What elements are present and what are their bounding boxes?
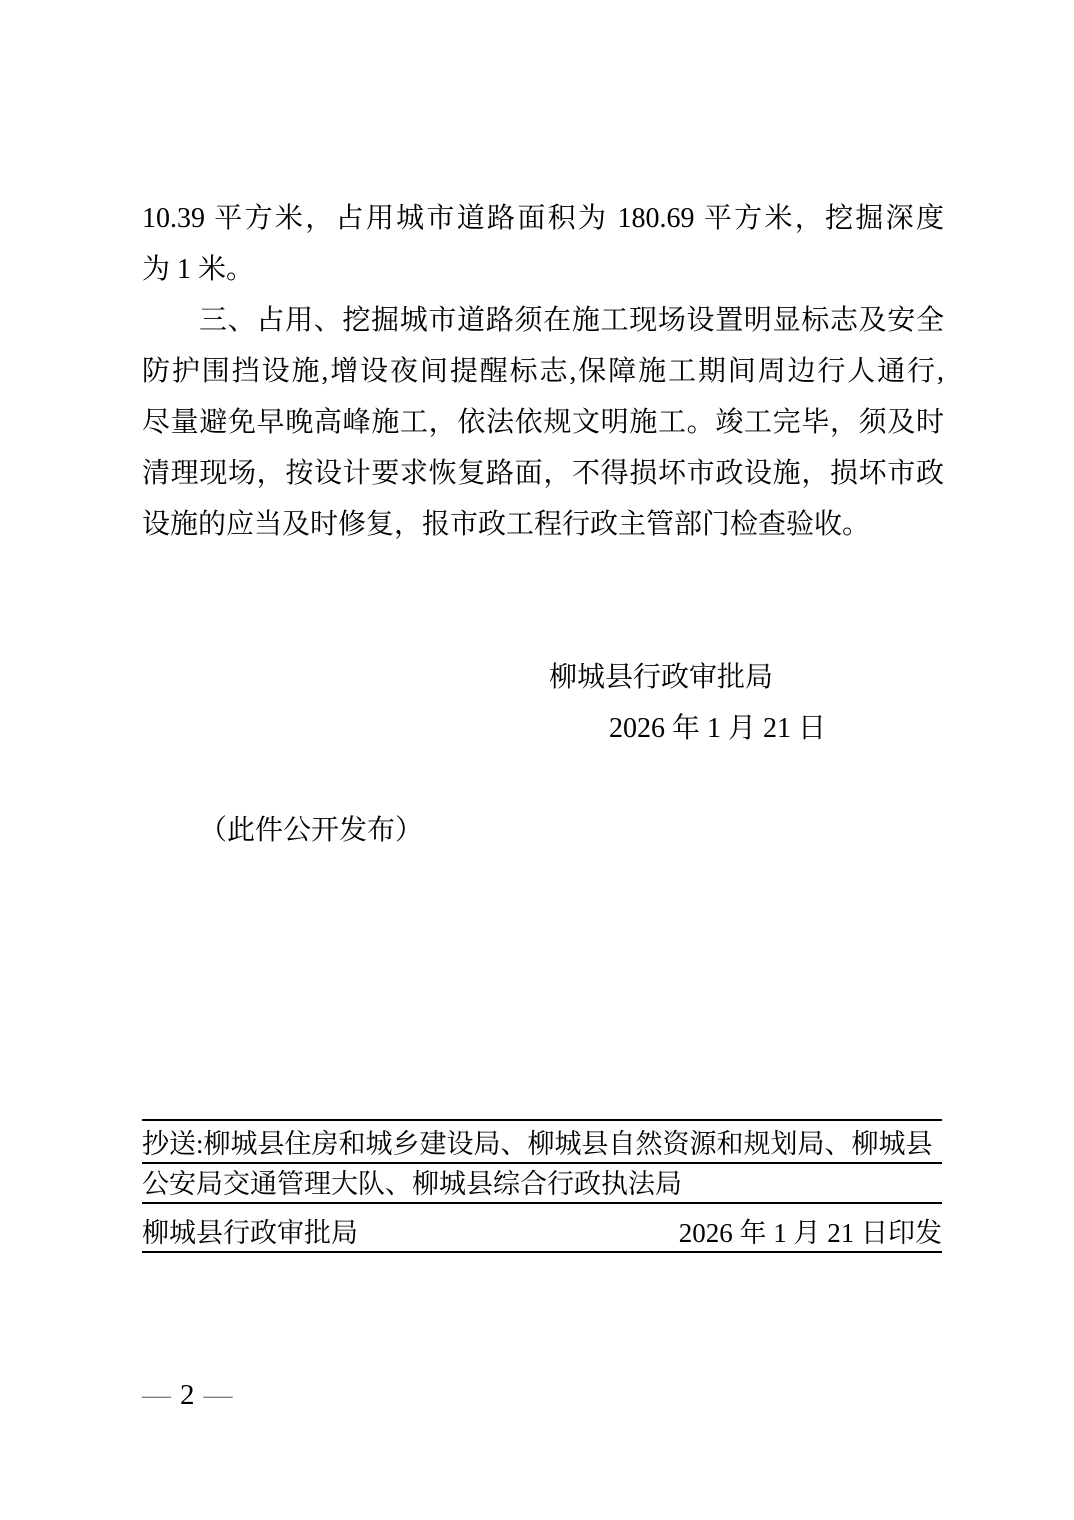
signature-agency: 柳城县行政审批局 [549, 662, 774, 693]
blank-line [142, 754, 944, 805]
blank-line [142, 550, 944, 601]
cc-row-line-1 [142, 1121, 942, 1164]
body-text-line: 10.39 平方米，占用城市道路面积为 180.69 平方米，挖掘深度 [142, 203, 944, 234]
release-note: （此件公开发布） [199, 815, 424, 846]
page-number-left-dash: — [142, 1379, 171, 1411]
document-body [142, 193, 944, 856]
body-text-line: 防护围挡设施,增设夜间提醒标志,保障施工期间周边行人通行, [142, 356, 944, 387]
print-date: 2026 年 1 月 21 日印发 [678, 1217, 942, 1248]
issuer-row [142, 1204, 942, 1253]
blank-line [142, 601, 944, 652]
signature-date: 2026 年 1 月 21 日 [609, 713, 827, 744]
page-number-value: 2 [180, 1379, 195, 1411]
body-text-line: 三、占用、挖掘城市道路须在施工现场设置明显标志及安全 [199, 305, 944, 336]
body-text-line: 尽量避免早晚高峰施工，依法依规文明施工。竣工完毕，须及时 [142, 407, 944, 438]
page-number [142, 1379, 233, 1411]
cc-text-line-1: 抄送:柳城县住房和城乡建设局、柳城县自然资源和规划局、柳城县 [142, 1128, 933, 1159]
cc-text-line-2: 公安局交通管理大队、柳城县综合行政执法局 [142, 1168, 682, 1199]
body-text-line: 清理现场，按设计要求恢复路面，不得损坏市政设施，损坏市政 [142, 458, 944, 489]
colophon [142, 1119, 942, 1253]
body-text-line: 为 1 米。 [142, 254, 255, 285]
body-text-line: 设施的应当及时修复，报市政工程行政主管部门检查验收。 [142, 509, 871, 540]
page-number-right-dash: — [203, 1379, 233, 1411]
issuer-agency: 柳城县行政审批局 [142, 1217, 358, 1248]
cc-row-line-2 [142, 1164, 942, 1204]
